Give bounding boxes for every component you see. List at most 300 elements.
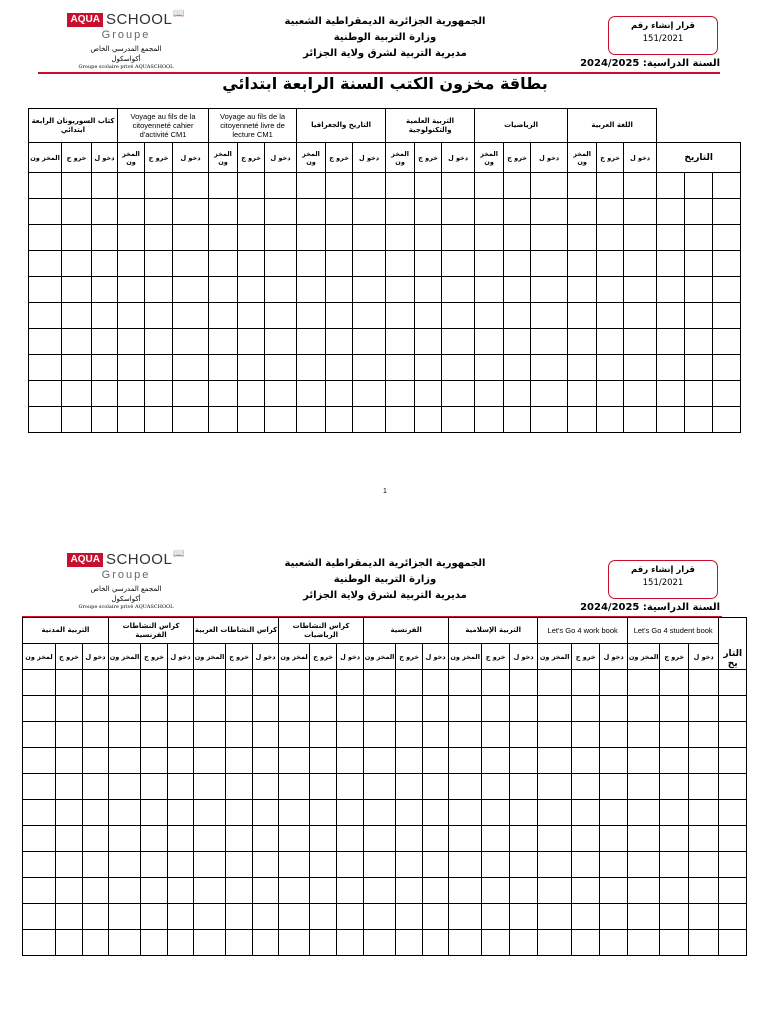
entry-cell[interactable] [568, 251, 597, 277]
entry-cell[interactable] [253, 696, 279, 722]
entry-cell[interactable] [713, 381, 741, 407]
entry-cell[interactable] [442, 225, 475, 251]
entry-cell[interactable] [572, 904, 600, 930]
entry-cell[interactable] [482, 748, 510, 774]
entry-cell[interactable] [657, 199, 685, 225]
entry-cell[interactable] [56, 852, 83, 878]
entry-cell[interactable] [238, 407, 265, 433]
entry-cell[interactable] [657, 381, 685, 407]
entry-cell[interactable] [337, 800, 364, 826]
entry-cell[interactable] [531, 173, 568, 199]
entry-cell[interactable] [396, 904, 423, 930]
entry-cell[interactable] [685, 173, 713, 199]
entry-cell[interactable] [482, 878, 510, 904]
entry-cell[interactable] [628, 696, 660, 722]
entry-cell[interactable] [253, 748, 279, 774]
entry-cell[interactable] [504, 355, 531, 381]
entry-cell[interactable] [475, 303, 504, 329]
entry-cell[interactable] [173, 381, 209, 407]
entry-cell[interactable] [713, 173, 741, 199]
entry-cell[interactable] [279, 904, 310, 930]
entry-cell[interactable] [353, 251, 386, 277]
entry-cell[interactable] [396, 670, 423, 696]
entry-cell[interactable] [238, 199, 265, 225]
entry-cell[interactable] [572, 696, 600, 722]
entry-cell[interactable] [173, 225, 209, 251]
entry-cell[interactable] [600, 904, 628, 930]
entry-cell[interactable] [265, 303, 297, 329]
entry-cell[interactable] [510, 774, 538, 800]
entry-cell[interactable] [253, 852, 279, 878]
entry-cell[interactable] [92, 329, 118, 355]
entry-cell[interactable] [173, 173, 209, 199]
entry-cell[interactable] [482, 826, 510, 852]
entry-cell[interactable] [326, 329, 353, 355]
entry-cell[interactable] [353, 303, 386, 329]
entry-cell[interactable] [685, 303, 713, 329]
entry-cell[interactable] [504, 225, 531, 251]
entry-cell[interactable] [326, 199, 353, 225]
entry-cell[interactable] [423, 774, 449, 800]
entry-cell[interactable] [279, 852, 310, 878]
entry-cell[interactable] [597, 407, 624, 433]
entry-cell[interactable] [56, 904, 83, 930]
entry-cell[interactable] [364, 930, 396, 956]
entry-cell[interactable] [29, 355, 62, 381]
entry-cell[interactable] [482, 722, 510, 748]
entry-cell[interactable] [449, 748, 482, 774]
entry-cell[interactable] [92, 381, 118, 407]
entry-cell[interactable] [141, 878, 168, 904]
entry-cell[interactable] [279, 774, 310, 800]
entry-cell[interactable] [449, 774, 482, 800]
entry-cell[interactable] [265, 329, 297, 355]
entry-cell[interactable] [538, 904, 572, 930]
entry-cell[interactable] [109, 852, 141, 878]
entry-cell[interactable] [62, 381, 92, 407]
entry-cell[interactable] [141, 748, 168, 774]
entry-cell[interactable] [504, 407, 531, 433]
entry-cell[interactable] [423, 930, 449, 956]
entry-cell[interactable] [62, 173, 92, 199]
entry-cell[interactable] [92, 225, 118, 251]
entry-cell[interactable] [531, 199, 568, 225]
entry-cell[interactable] [23, 852, 56, 878]
entry-cell[interactable] [238, 225, 265, 251]
entry-cell[interactable] [689, 748, 719, 774]
entry-cell[interactable] [83, 722, 109, 748]
entry-cell[interactable] [310, 800, 337, 826]
entry-cell[interactable] [83, 878, 109, 904]
entry-cell[interactable] [600, 722, 628, 748]
entry-cell[interactable] [600, 670, 628, 696]
entry-cell[interactable] [168, 722, 194, 748]
entry-cell[interactable] [442, 381, 475, 407]
entry-cell[interactable] [415, 225, 442, 251]
entry-cell[interactable] [504, 381, 531, 407]
entry-cell[interactable] [510, 696, 538, 722]
entry-cell[interactable] [449, 904, 482, 930]
entry-cell[interactable] [145, 225, 173, 251]
entry-cell[interactable] [624, 355, 657, 381]
entry-cell[interactable] [531, 225, 568, 251]
entry-cell[interactable] [141, 826, 168, 852]
entry-cell[interactable] [600, 852, 628, 878]
entry-cell[interactable] [353, 381, 386, 407]
entry-cell[interactable] [689, 826, 719, 852]
entry-cell[interactable] [337, 930, 364, 956]
entry-cell[interactable] [386, 199, 415, 225]
entry-cell[interactable] [396, 774, 423, 800]
entry-cell[interactable] [475, 251, 504, 277]
entry-cell[interactable] [504, 329, 531, 355]
entry-cell[interactable] [396, 878, 423, 904]
entry-cell[interactable] [689, 722, 719, 748]
entry-cell[interactable] [83, 774, 109, 800]
entry-cell[interactable] [386, 277, 415, 303]
entry-cell[interactable] [226, 904, 253, 930]
entry-cell[interactable] [253, 878, 279, 904]
entry-cell[interactable] [168, 670, 194, 696]
entry-cell[interactable] [238, 381, 265, 407]
entry-cell[interactable] [337, 878, 364, 904]
entry-cell[interactable] [628, 748, 660, 774]
entry-cell[interactable] [396, 930, 423, 956]
entry-cell[interactable] [364, 852, 396, 878]
entry-cell[interactable] [510, 800, 538, 826]
entry-cell[interactable] [141, 852, 168, 878]
entry-cell[interactable] [297, 355, 326, 381]
entry-cell[interactable] [297, 225, 326, 251]
entry-cell[interactable] [531, 303, 568, 329]
entry-cell[interactable] [62, 199, 92, 225]
entry-cell[interactable] [572, 878, 600, 904]
entry-cell[interactable] [423, 748, 449, 774]
entry-cell[interactable] [475, 173, 504, 199]
entry-cell[interactable] [538, 852, 572, 878]
entry-cell[interactable] [660, 800, 689, 826]
entry-cell[interactable] [600, 800, 628, 826]
entry-cell[interactable] [628, 930, 660, 956]
entry-cell[interactable] [265, 381, 297, 407]
entry-cell[interactable] [396, 826, 423, 852]
entry-cell[interactable] [56, 800, 83, 826]
entry-cell[interactable] [685, 199, 713, 225]
entry-cell[interactable] [423, 800, 449, 826]
entry-cell[interactable] [685, 329, 713, 355]
entry-cell[interactable] [29, 225, 62, 251]
entry-cell[interactable] [449, 826, 482, 852]
entry-cell[interactable] [56, 930, 83, 956]
entry-cell[interactable] [415, 355, 442, 381]
entry-cell[interactable] [173, 355, 209, 381]
entry-cell[interactable] [415, 173, 442, 199]
entry-cell[interactable] [719, 696, 747, 722]
entry-cell[interactable] [56, 826, 83, 852]
entry-cell[interactable] [145, 277, 173, 303]
entry-cell[interactable] [265, 199, 297, 225]
entry-cell[interactable] [538, 670, 572, 696]
entry-cell[interactable] [265, 225, 297, 251]
entry-cell[interactable] [310, 826, 337, 852]
entry-cell[interactable] [713, 225, 741, 251]
entry-cell[interactable] [194, 722, 226, 748]
entry-cell[interactable] [442, 173, 475, 199]
entry-cell[interactable] [660, 696, 689, 722]
entry-cell[interactable] [353, 329, 386, 355]
entry-cell[interactable] [83, 904, 109, 930]
entry-cell[interactable] [23, 904, 56, 930]
entry-cell[interactable] [168, 748, 194, 774]
entry-cell[interactable] [660, 748, 689, 774]
entry-cell[interactable] [337, 852, 364, 878]
entry-cell[interactable] [364, 670, 396, 696]
entry-cell[interactable] [719, 670, 747, 696]
entry-cell[interactable] [475, 225, 504, 251]
entry-cell[interactable] [568, 173, 597, 199]
entry-cell[interactable] [719, 826, 747, 852]
entry-cell[interactable] [475, 407, 504, 433]
entry-cell[interactable] [265, 277, 297, 303]
entry-cell[interactable] [685, 381, 713, 407]
entry-cell[interactable] [538, 722, 572, 748]
entry-cell[interactable] [572, 748, 600, 774]
entry-cell[interactable] [326, 407, 353, 433]
entry-cell[interactable] [29, 277, 62, 303]
entry-cell[interactable] [209, 173, 238, 199]
entry-cell[interactable] [657, 173, 685, 199]
entry-cell[interactable] [510, 904, 538, 930]
entry-cell[interactable] [226, 826, 253, 852]
entry-cell[interactable] [689, 878, 719, 904]
entry-cell[interactable] [141, 722, 168, 748]
entry-cell[interactable] [62, 225, 92, 251]
entry-cell[interactable] [145, 381, 173, 407]
entry-cell[interactable] [449, 878, 482, 904]
entry-cell[interactable] [660, 670, 689, 696]
entry-cell[interactable] [109, 696, 141, 722]
entry-cell[interactable] [624, 381, 657, 407]
entry-cell[interactable] [364, 722, 396, 748]
entry-cell[interactable] [510, 748, 538, 774]
entry-cell[interactable] [685, 277, 713, 303]
entry-cell[interactable] [510, 878, 538, 904]
entry-cell[interactable] [628, 722, 660, 748]
entry-cell[interactable] [145, 199, 173, 225]
entry-cell[interactable] [141, 774, 168, 800]
entry-cell[interactable] [504, 199, 531, 225]
entry-cell[interactable] [83, 930, 109, 956]
entry-cell[interactable] [719, 904, 747, 930]
entry-cell[interactable] [624, 173, 657, 199]
entry-cell[interactable] [109, 800, 141, 826]
entry-cell[interactable] [23, 800, 56, 826]
entry-cell[interactable] [253, 826, 279, 852]
entry-cell[interactable] [253, 670, 279, 696]
entry-cell[interactable] [713, 199, 741, 225]
entry-cell[interactable] [173, 199, 209, 225]
entry-cell[interactable] [504, 173, 531, 199]
entry-cell[interactable] [628, 800, 660, 826]
entry-cell[interactable] [23, 722, 56, 748]
entry-cell[interactable] [600, 748, 628, 774]
entry-cell[interactable] [83, 696, 109, 722]
entry-cell[interactable] [660, 878, 689, 904]
entry-cell[interactable] [62, 407, 92, 433]
entry-cell[interactable] [597, 329, 624, 355]
entry-cell[interactable] [265, 407, 297, 433]
entry-cell[interactable] [719, 800, 747, 826]
entry-cell[interactable] [475, 329, 504, 355]
entry-cell[interactable] [209, 277, 238, 303]
entry-cell[interactable] [83, 670, 109, 696]
entry-cell[interactable] [538, 930, 572, 956]
entry-cell[interactable] [442, 199, 475, 225]
entry-cell[interactable] [62, 355, 92, 381]
entry-cell[interactable] [396, 748, 423, 774]
entry-cell[interactable] [279, 826, 310, 852]
entry-cell[interactable] [23, 930, 56, 956]
entry-cell[interactable] [531, 251, 568, 277]
entry-cell[interactable] [568, 355, 597, 381]
entry-cell[interactable] [326, 277, 353, 303]
entry-cell[interactable] [510, 722, 538, 748]
entry-cell[interactable] [364, 696, 396, 722]
entry-cell[interactable] [713, 407, 741, 433]
entry-cell[interactable] [531, 381, 568, 407]
entry-cell[interactable] [209, 225, 238, 251]
entry-cell[interactable] [209, 303, 238, 329]
entry-cell[interactable] [415, 277, 442, 303]
entry-cell[interactable] [279, 878, 310, 904]
entry-cell[interactable] [56, 722, 83, 748]
entry-cell[interactable] [475, 199, 504, 225]
entry-cell[interactable] [568, 329, 597, 355]
entry-cell[interactable] [194, 670, 226, 696]
entry-cell[interactable] [337, 670, 364, 696]
entry-cell[interactable] [719, 722, 747, 748]
entry-cell[interactable] [109, 774, 141, 800]
entry-cell[interactable] [109, 670, 141, 696]
entry-cell[interactable] [297, 329, 326, 355]
entry-cell[interactable] [353, 225, 386, 251]
entry-cell[interactable] [118, 381, 145, 407]
entry-cell[interactable] [168, 904, 194, 930]
entry-cell[interactable] [353, 199, 386, 225]
entry-cell[interactable] [145, 303, 173, 329]
entry-cell[interactable] [713, 277, 741, 303]
entry-cell[interactable] [326, 173, 353, 199]
entry-cell[interactable] [597, 251, 624, 277]
entry-cell[interactable] [168, 852, 194, 878]
entry-cell[interactable] [628, 904, 660, 930]
entry-cell[interactable] [23, 826, 56, 852]
entry-cell[interactable] [449, 670, 482, 696]
entry-cell[interactable] [386, 381, 415, 407]
entry-cell[interactable] [297, 251, 326, 277]
entry-cell[interactable] [685, 407, 713, 433]
entry-cell[interactable] [685, 225, 713, 251]
entry-cell[interactable] [56, 670, 83, 696]
entry-cell[interactable] [504, 303, 531, 329]
entry-cell[interactable] [353, 407, 386, 433]
entry-cell[interactable] [719, 878, 747, 904]
entry-cell[interactable] [572, 800, 600, 826]
entry-cell[interactable] [109, 826, 141, 852]
entry-cell[interactable] [194, 852, 226, 878]
entry-cell[interactable] [719, 852, 747, 878]
entry-cell[interactable] [482, 670, 510, 696]
entry-cell[interactable] [194, 904, 226, 930]
entry-cell[interactable] [597, 303, 624, 329]
entry-cell[interactable] [624, 277, 657, 303]
entry-cell[interactable] [92, 407, 118, 433]
entry-cell[interactable] [689, 800, 719, 826]
entry-cell[interactable] [209, 355, 238, 381]
entry-cell[interactable] [415, 407, 442, 433]
entry-cell[interactable] [92, 355, 118, 381]
entry-cell[interactable] [449, 800, 482, 826]
entry-cell[interactable] [713, 329, 741, 355]
entry-cell[interactable] [145, 329, 173, 355]
entry-cell[interactable] [423, 722, 449, 748]
entry-cell[interactable] [689, 930, 719, 956]
entry-cell[interactable] [568, 277, 597, 303]
entry-cell[interactable] [600, 774, 628, 800]
entry-cell[interactable] [415, 303, 442, 329]
entry-cell[interactable] [600, 826, 628, 852]
entry-cell[interactable] [396, 696, 423, 722]
entry-cell[interactable] [253, 722, 279, 748]
entry-cell[interactable] [510, 826, 538, 852]
entry-cell[interactable] [238, 303, 265, 329]
entry-cell[interactable] [83, 748, 109, 774]
entry-cell[interactable] [442, 251, 475, 277]
entry-cell[interactable] [713, 251, 741, 277]
entry-cell[interactable] [415, 199, 442, 225]
entry-cell[interactable] [572, 852, 600, 878]
entry-cell[interactable] [337, 748, 364, 774]
entry-cell[interactable] [279, 930, 310, 956]
entry-cell[interactable] [597, 381, 624, 407]
entry-cell[interactable] [326, 355, 353, 381]
entry-cell[interactable] [396, 722, 423, 748]
entry-cell[interactable] [226, 852, 253, 878]
entry-cell[interactable] [118, 355, 145, 381]
entry-cell[interactable] [657, 225, 685, 251]
entry-cell[interactable] [226, 722, 253, 748]
entry-cell[interactable] [310, 930, 337, 956]
entry-cell[interactable] [624, 199, 657, 225]
entry-cell[interactable] [660, 852, 689, 878]
entry-cell[interactable] [482, 696, 510, 722]
entry-cell[interactable] [624, 303, 657, 329]
entry-cell[interactable] [226, 774, 253, 800]
entry-cell[interactable] [442, 329, 475, 355]
entry-cell[interactable] [685, 355, 713, 381]
entry-cell[interactable] [168, 826, 194, 852]
entry-cell[interactable] [597, 225, 624, 251]
entry-cell[interactable] [660, 904, 689, 930]
entry-cell[interactable] [386, 329, 415, 355]
entry-cell[interactable] [29, 329, 62, 355]
entry-cell[interactable] [689, 852, 719, 878]
entry-cell[interactable] [265, 251, 297, 277]
entry-cell[interactable] [538, 748, 572, 774]
entry-cell[interactable] [226, 696, 253, 722]
entry-cell[interactable] [628, 852, 660, 878]
entry-cell[interactable] [600, 696, 628, 722]
